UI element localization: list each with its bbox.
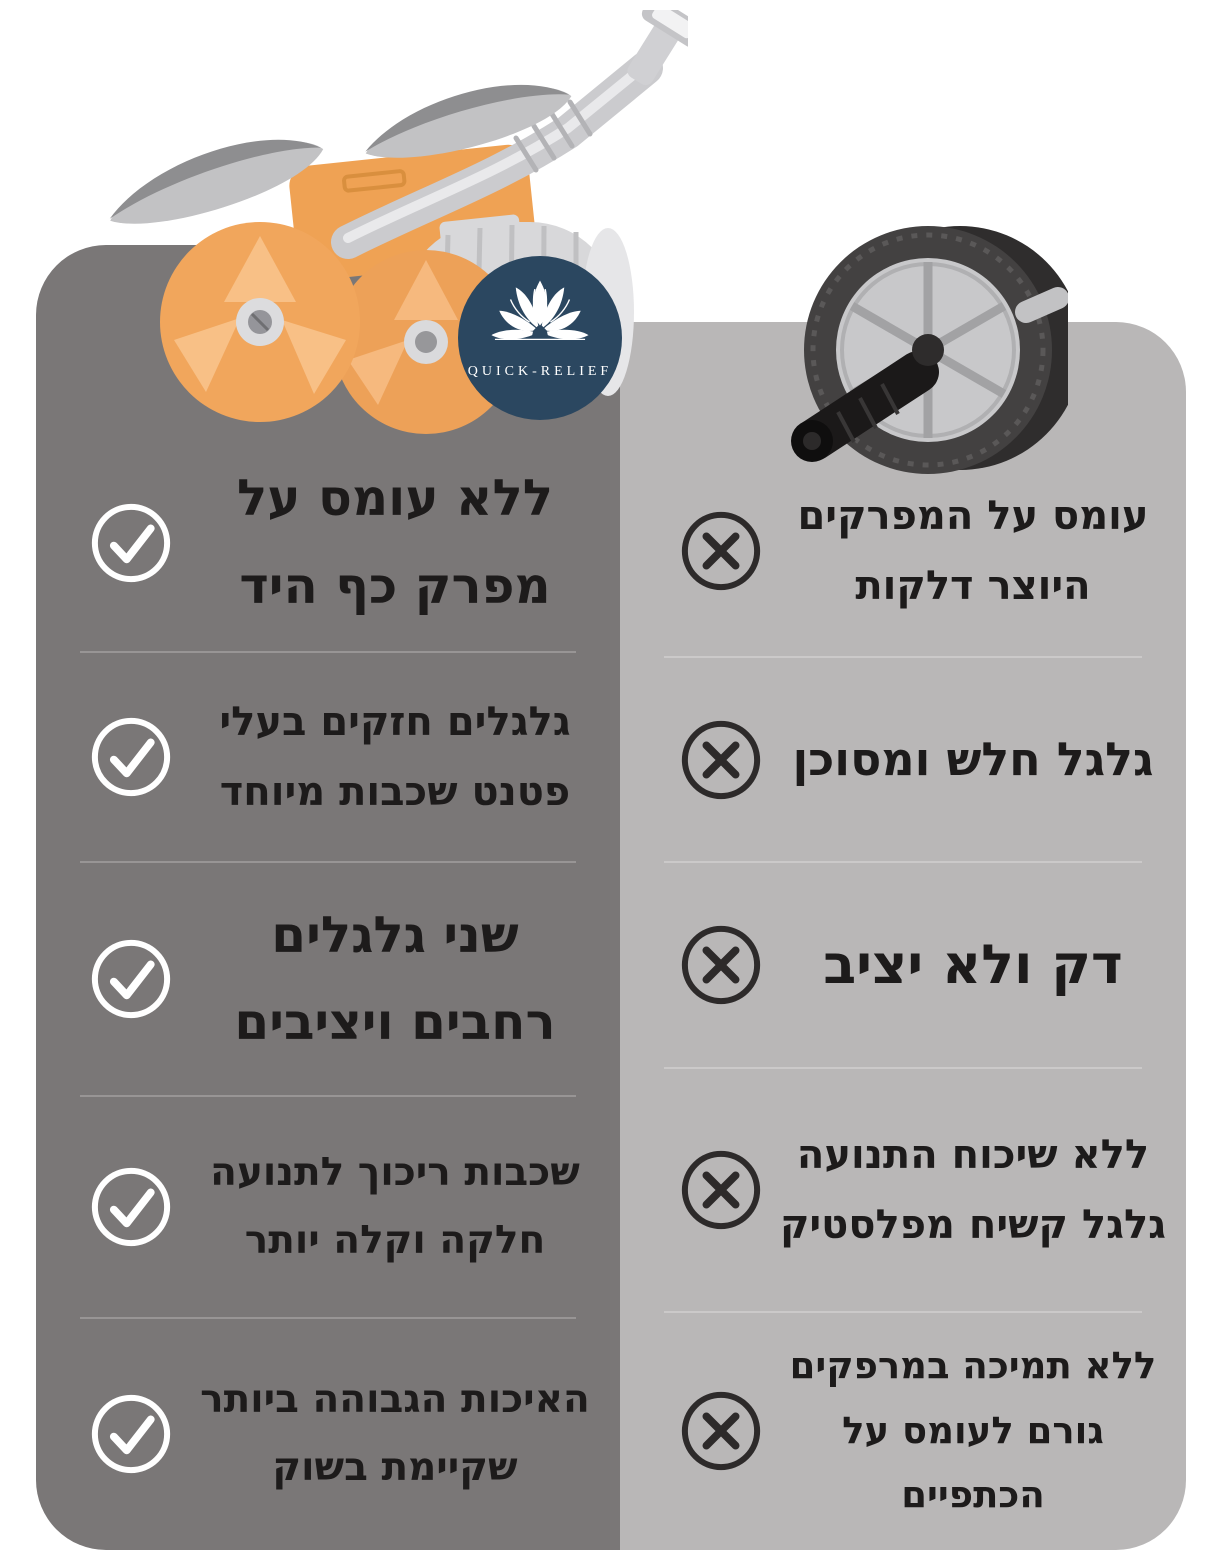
check-icon: [88, 1391, 174, 1477]
feature-line: רחבים ויציבים: [234, 993, 556, 1051]
drawback-line: ללא שיכוח התנועה: [796, 1132, 1150, 1178]
feature-line: גלגלים חזקים בעלי: [219, 699, 571, 745]
ab-roller-elbow-support-image: [48, 10, 688, 474]
check-icon: [88, 500, 174, 586]
feature-item: [36, 652, 620, 862]
classic-ab-wheel-image: [768, 198, 1068, 512]
lotus-icon: [488, 270, 592, 362]
drawback-text: [764, 1120, 1186, 1260]
feature-line: האיכות הגבוהה ביותר: [200, 1376, 590, 1422]
check-icon: [88, 714, 174, 800]
drawback-item: [620, 1312, 1186, 1550]
feature-item: [36, 1318, 620, 1550]
brand-logo: [458, 256, 622, 420]
drawback-line: דק ולא יציב: [823, 932, 1123, 996]
feature-item: [36, 1096, 620, 1318]
logo-text: QUICK-RELIEF: [467, 364, 613, 379]
cross-icon: [678, 1388, 764, 1474]
feature-line: שני גלגלים: [271, 905, 519, 964]
feature-text: [174, 1366, 620, 1503]
cross-icon: [678, 922, 764, 1008]
feature-line: שכבות ריכוך לתנועה: [210, 1149, 580, 1195]
drawback-line: היוצר דלקות: [855, 562, 1091, 609]
feature-text: [174, 1139, 620, 1276]
drawback-line: עומס על המפרקים: [797, 492, 1149, 539]
feature-text: [174, 892, 620, 1067]
drawback-item: [620, 657, 1186, 862]
feature-text: [174, 455, 620, 630]
drawback-text: [764, 1334, 1186, 1528]
drawback-line: גלגל חלש ומסוכן: [792, 732, 1154, 787]
feature-line: מפרק כף היד: [239, 556, 551, 615]
drawback-item: [620, 1068, 1186, 1312]
drawback-text: [764, 918, 1186, 1013]
cross-icon: [678, 1147, 764, 1233]
cross-icon: [678, 717, 764, 803]
cross-icon: [678, 508, 764, 594]
drawback-line: גלגל קשיח מפלסטיק: [779, 1202, 1167, 1248]
drawback-item: [620, 862, 1186, 1068]
drawback-text: [764, 719, 1186, 800]
feature-line: ללא עומס על: [237, 469, 553, 527]
feature-line: חלקה וקלה יותר: [244, 1218, 546, 1263]
feature-line: שקיימת בשוק: [272, 1445, 518, 1490]
feature-text: [174, 687, 620, 827]
drawback-line: ללא תמיכה במרפקים: [789, 1343, 1157, 1387]
feature-line: פטנט שכבות מיוחד: [219, 769, 571, 815]
check-icon: [88, 936, 174, 1022]
drawback-line: גורם לעומס על הכתפיים: [842, 1408, 1104, 1517]
feature-item: [36, 862, 620, 1096]
check-icon: [88, 1164, 174, 1250]
